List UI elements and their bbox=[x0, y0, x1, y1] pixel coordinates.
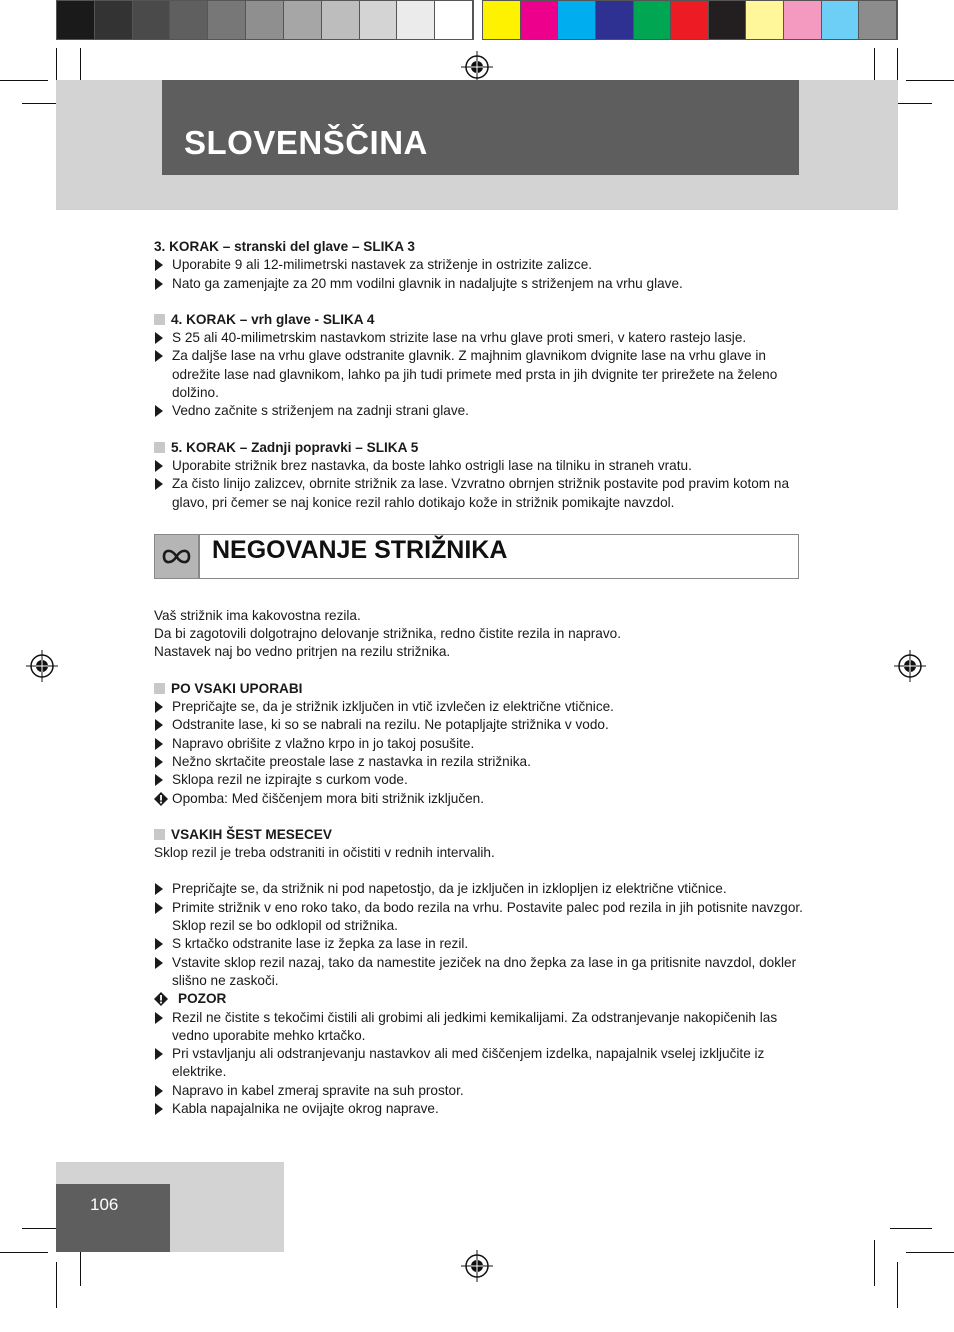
spacer bbox=[154, 862, 804, 880]
color-swatch bbox=[634, 1, 672, 39]
bullet-item: S krtačko odstranite lase iz žepka za lase in rezil. bbox=[154, 935, 804, 953]
warning-icon bbox=[154, 992, 168, 1006]
page-title: SLOVENŠČINA bbox=[184, 124, 428, 161]
page-number: 106 bbox=[90, 1195, 119, 1214]
section-icon-box bbox=[154, 534, 199, 579]
heading-text: VSAKIH ŠEST MESECEV bbox=[171, 826, 332, 842]
bullet-item: Primite strižnik v eno roko tako, da bodo rezila na vrhu. Postavite palec pod rezila in jih potisnite navzgor. Sklop rezil se bo odklopil od strižnika. bbox=[154, 899, 804, 936]
bullet-item: Uporabite strižnik brez nastavka, da boste lahko ostrigli lase na tilniku in straneh vratu. bbox=[154, 457, 804, 475]
crop-mark bbox=[0, 80, 48, 81]
bullet-item: Napravo obrišite z vlažno krpo in jo takoj posušite. bbox=[154, 735, 804, 753]
paragraph: Nastavek naj bo vedno pritrjen na rezilu strižnika. bbox=[154, 644, 451, 660]
spacer bbox=[154, 421, 804, 439]
color-swatch bbox=[246, 1, 284, 39]
page-number-box bbox=[56, 1184, 170, 1252]
paragraph: Da bi zagotovili dolgotrajno delovanje strižnika, redno čistite rezila in napravo. bbox=[154, 626, 621, 642]
spacer bbox=[154, 293, 804, 311]
spacer bbox=[154, 662, 804, 680]
heading-marker-square bbox=[154, 683, 165, 694]
bullet-item: Pri vstavljanju ali odstranjevanju nastavkov ali med čiščenjem izdelka, napajalnik vselej izključite iz elektrike. bbox=[154, 1045, 804, 1082]
color-swatch bbox=[859, 1, 897, 39]
warning-note bbox=[154, 990, 804, 1008]
registration-mark-icon bbox=[461, 1250, 493, 1282]
bullet-item: Rezil ne čistite s tekočimi čistili ali grobimi ali jedkimi kemikalijami. Za odstranjevanje nakopičenih las vedno uporabite mehko krtačko. bbox=[154, 1009, 804, 1046]
bullet-item: Nežno skrtačite preostale lase z nastavka in rezila strižnika. bbox=[154, 753, 804, 771]
subsection-heading bbox=[154, 680, 804, 698]
grayscale-color-bar bbox=[56, 0, 474, 40]
bullet-item: Vstavite sklop rezil nazaj, tako da namestite jeziček na dno žepka za lase in ga pritisnite navzdol, dokler slišno ne zaskoči. bbox=[154, 954, 804, 991]
bullet-item: Uporabite 9 ali 12-milimetrski nastavek za striženje in ostrizite zalizce. bbox=[154, 256, 804, 274]
color-swatch bbox=[784, 1, 822, 39]
bullet-item: Za daljše lase na vrhu glave odstranite glavnik. Z majhnim glavnikom dvignite lase na vrhu glave in odrežite lase nad glavnikom, lahko pa jih tudi primete med prsta in jih dvignite ter prirežete na želeno dolžino. bbox=[154, 347, 804, 402]
crop-mark bbox=[874, 1240, 875, 1286]
color-swatch bbox=[133, 1, 171, 39]
color-swatch bbox=[208, 1, 246, 39]
header-banner bbox=[162, 80, 799, 175]
warning-text: POZOR bbox=[178, 991, 227, 1007]
crop-mark bbox=[906, 1252, 954, 1253]
bullet-item: Nato ga zamenjajte za 20 mm vodilni glavnik in nadaljujte s striženjem na vrhu glave. bbox=[154, 275, 804, 293]
bullet-item: Odstranite lase, ki so se nabrali na rezilu. Ne potapljajte strižnika v vodo. bbox=[154, 716, 804, 734]
color-swatch bbox=[596, 1, 634, 39]
color-swatch bbox=[397, 1, 435, 39]
bullet-item: Vedno začnite s striženjem na zadnji strani glave. bbox=[154, 402, 804, 420]
color-swatch bbox=[521, 1, 559, 39]
section-title: NEGOVANJE STRIŽNIKA bbox=[212, 535, 508, 564]
main-content bbox=[154, 238, 804, 1118]
bullet-item: Prepričajte se, da strižnik ni pod napetostjo, da je izključen in izklopljen iz električne vtičnice. bbox=[154, 880, 804, 898]
warning-note bbox=[154, 790, 804, 808]
heading-marker-square bbox=[154, 442, 165, 453]
registration-mark-icon bbox=[26, 650, 58, 682]
section-title-box bbox=[199, 534, 799, 579]
heading-marker-square bbox=[154, 314, 165, 325]
crop-mark bbox=[56, 1262, 57, 1308]
paragraph: Vaš strižnik ima kakovostna rezila. bbox=[154, 607, 361, 623]
registration-mark-icon bbox=[461, 51, 493, 83]
registration-mark-icon bbox=[894, 650, 926, 682]
color-swatch bbox=[558, 1, 596, 39]
crop-mark bbox=[0, 1252, 48, 1253]
color-swatch bbox=[322, 1, 360, 39]
infinity-icon bbox=[155, 535, 198, 578]
heading-text: 5. KORAK – Zadnji popravki – SLIKA 5 bbox=[171, 439, 419, 455]
color-swatch bbox=[822, 1, 860, 39]
section-header bbox=[154, 534, 799, 579]
color-swatch bbox=[170, 1, 208, 39]
heading-text: PO VSAKI UPORABI bbox=[171, 680, 303, 696]
spacer bbox=[154, 808, 804, 826]
subsection-heading bbox=[154, 311, 804, 329]
warning-text: Opomba: Med čiščenjem mora biti strižnik izključen. bbox=[172, 790, 485, 806]
crop-mark bbox=[897, 1262, 898, 1308]
color-swatch bbox=[709, 1, 747, 39]
bullet-item: Prepričajte se, da je strižnik izključen in vtič izvlečen iz električne vtičnice. bbox=[154, 698, 804, 716]
heading-text: 3. KORAK – stranski del glave – SLIKA 3 bbox=[154, 239, 415, 254]
color-swatch bbox=[284, 1, 322, 39]
bullet-item: Kabla napajalnika ne ovijajte okrog naprave. bbox=[154, 1100, 804, 1118]
color-swatch bbox=[95, 1, 133, 39]
warning-icon bbox=[154, 792, 168, 806]
color-swatch bbox=[57, 1, 95, 39]
color-swatch bbox=[435, 1, 473, 39]
color-swatch bbox=[746, 1, 784, 39]
subsection-heading bbox=[154, 439, 804, 457]
heading-text: 4. KORAK – vrh glave - SLIKA 4 bbox=[171, 311, 375, 327]
bullet-item: Sklopa rezil ne izpirajte s curkom vode. bbox=[154, 771, 804, 789]
bullet-item: S 25 ali 40-milimetrskim nastavkom strizite lase na vrhu glave proti smeri, v katero rastejo lasje. bbox=[154, 329, 804, 347]
paragraph: Sklop rezil je treba odstraniti in očistiti v rednih intervalih. bbox=[154, 845, 495, 861]
color-swatch bbox=[360, 1, 398, 39]
crop-mark bbox=[890, 1228, 932, 1229]
color-swatch bbox=[483, 1, 521, 39]
crop-mark bbox=[906, 80, 954, 81]
subsection-heading bbox=[154, 826, 804, 844]
subsection-heading bbox=[154, 238, 804, 256]
process-color-bar bbox=[482, 0, 898, 40]
bullet-item: Napravo in kabel zmeraj spravite na suh prostor. bbox=[154, 1082, 804, 1100]
heading-marker-square bbox=[154, 829, 165, 840]
bullet-item: Za čisto linijo zalizcev, obrnite strižnik za lase. Vzvratno obrnjen strižnik postavite pod pravim kotom na glavo, pri čemer se naj konice rezil rahlo dotikajo kože in strižnik pomikajte navzdol. bbox=[154, 475, 804, 512]
color-swatch bbox=[671, 1, 709, 39]
